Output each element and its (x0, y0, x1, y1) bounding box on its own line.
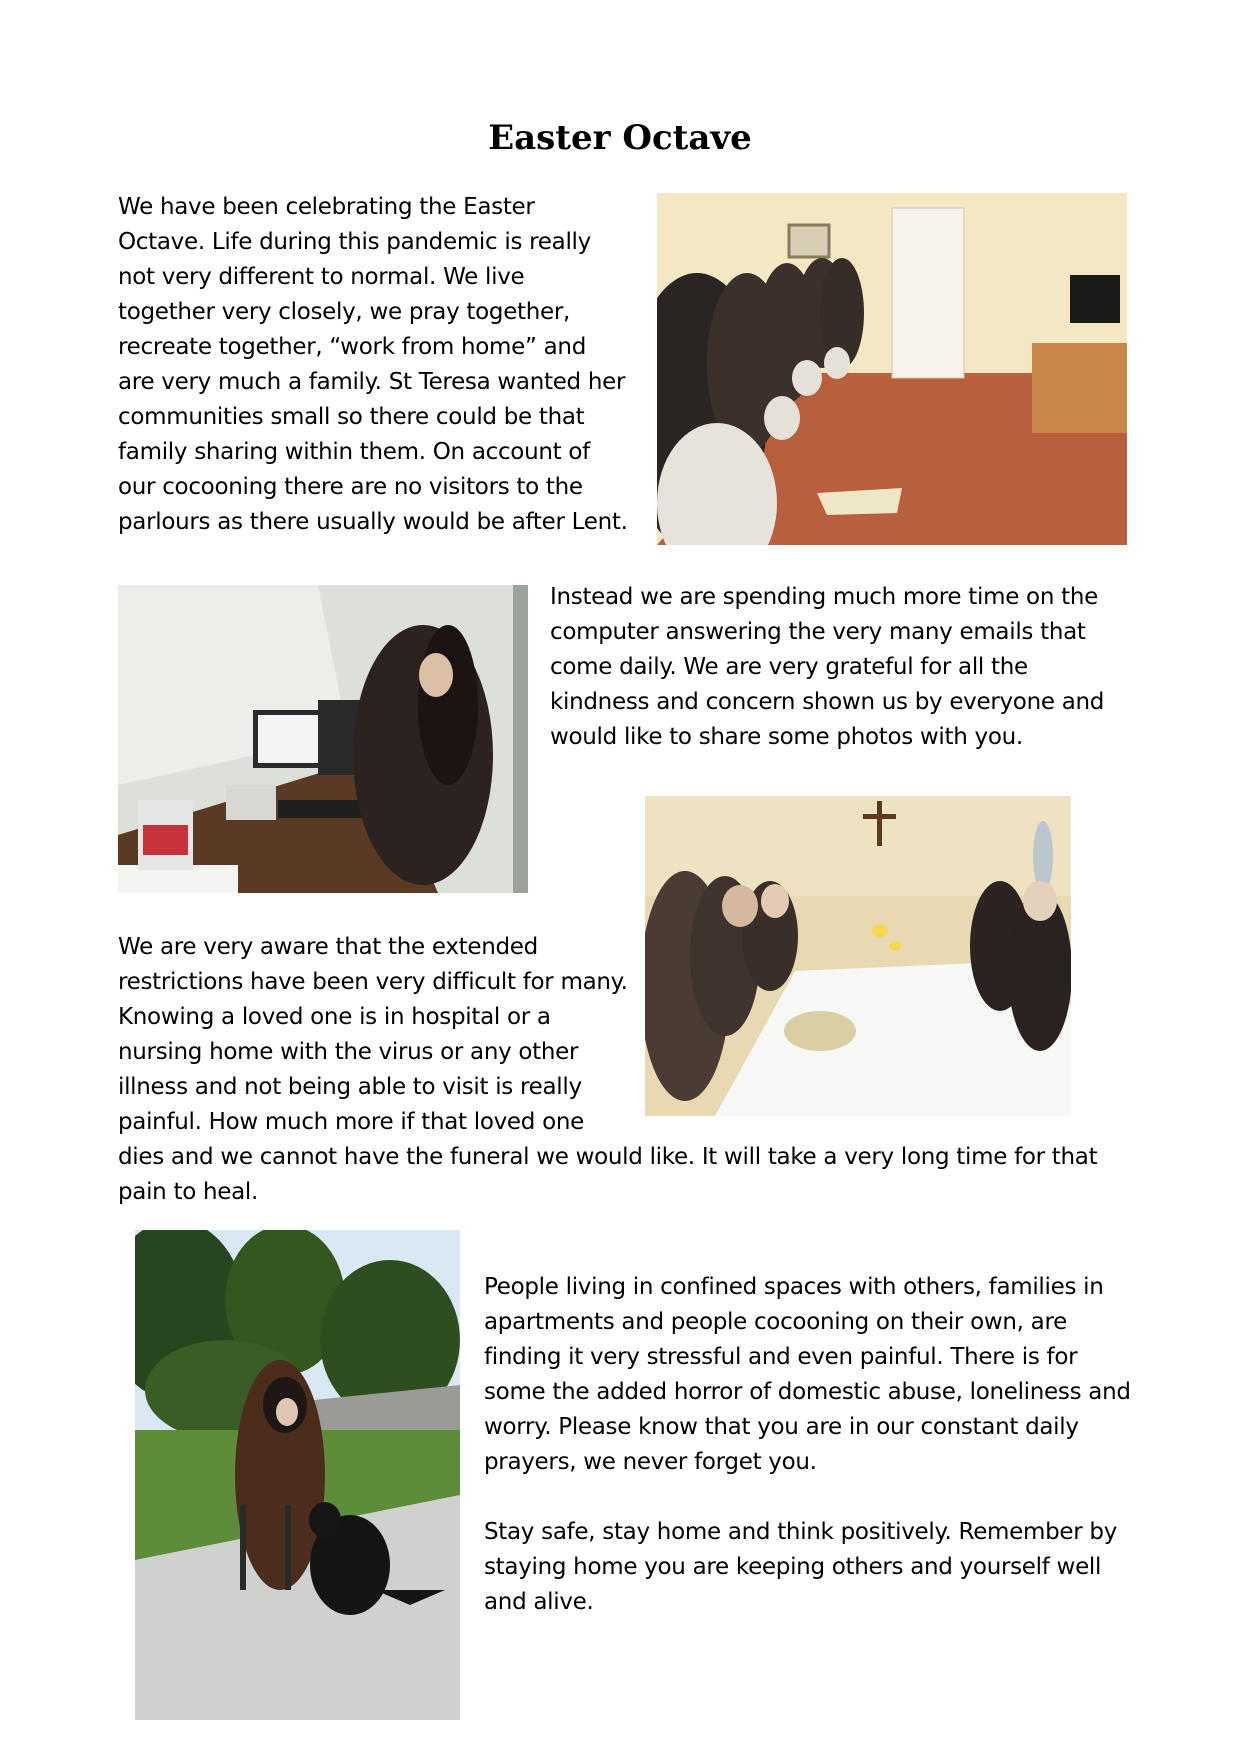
paragraph-1: We have been celebrating the Easter Octave. Life during this pandemic is really not very different to normal. We live together very closely, we pray together, recreate together, “work from home” and are very much a family. St Teresa wanted her communities small so there could be that family sharing within them. On account of our cocooning there are no visitors to the parlours as there usually would be after Lent. (118, 194, 628, 535)
paragraph-2: Instead we are spending much more time on the computer answering the very many emails that come daily. We are very grateful for all the kindness and concern shown us by everyone and would like to share some photos with you. (550, 584, 1105, 750)
paragraph-5: Stay safe, stay home and think positively. Remember by staying home you are keeping others and yourself well and alive. (484, 1519, 1118, 1615)
paragraph-3: We are very aware that the extended restrictions have been very difficult for many. Knowing a loved one is in hospital or a nursing home with the virus or any other illness and not being able to visit is really painful. How much more if that loved one dies and we cannot have the funeral we would like. It will take a very long time for that pain to heal. (118, 934, 1098, 1205)
page-title: Easter Octave (488, 118, 752, 158)
photo-nun-with-dog (135, 1230, 460, 1720)
photo-nuns-watching-tv (657, 193, 1127, 545)
paragraph-4: People living in confined spaces with others, families in apartments and people cocooning on their own, are finding it very stressful and even painful. There is for some the added horror of domestic abuse, loneliness and worry. Please know that you are in our constant daily prayers, we never forget you. (484, 1274, 1131, 1475)
photo-nun-at-computer (118, 585, 528, 893)
